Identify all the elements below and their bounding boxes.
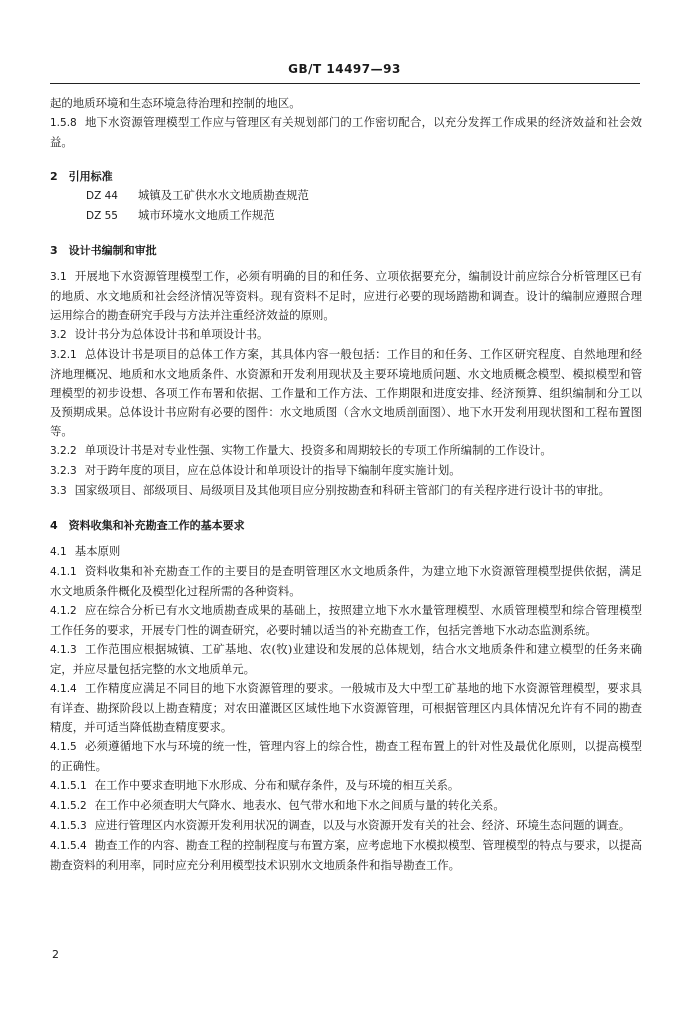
clause-text: 工作精度应满足不同目的地下水资源管理的要求。一般城市及大中型工矿基地的地下水资源管理模型，要求具有详查、勘探阶段以上勘查精度；对农田灌溉区区域性地下水资源管理，可根据管理区内具体情况允许有不同的勘查精度，并可适当降低勘查精度要求。 [50, 681, 642, 734]
clause-text: 对于跨年度的项目，应在总体设计和单项设计的指导下编制年度实施计划。 [84, 463, 461, 477]
clause-3-3 [50, 481, 642, 501]
reference-code: DZ 55 [86, 210, 118, 222]
clause-text: 应在综合分析已有水文地质勘查成果的基础上，按照建立地下水水量管理模型、水质管理模型和综合管理模型工作任务的要求，开展专门性的调查研究，必要时辅以适当的补充勘查工作，包括完善地下水动态监测系统。 [50, 603, 642, 637]
clause-number: 4.1.4 [50, 683, 77, 695]
clause-4-1-3 [50, 640, 642, 679]
clause-3-2-3 [50, 461, 642, 481]
standard-code-header: GB/T 14497—93 [288, 62, 401, 76]
section-4-title: 4 资料收集和补充勘查工作的基本要求 [50, 519, 245, 532]
clause-number: 4.1.2 [50, 605, 77, 617]
clause-text: 设计书分为总体设计书和单项设计书。 [74, 327, 269, 341]
clause-number: 4.1.5 [50, 741, 77, 753]
clause-3-2 [50, 325, 642, 345]
clause-text: 在工作中要求查明地下水形成、分布和赋存条件，及与环境的相互关系。 [94, 778, 460, 792]
paragraph-continuation: 起的地质环境和生态环境急待治理和控制的地区。 [50, 96, 301, 110]
clause-text: 单项设计书是对专业性强、实物工作量大、投资多和周期较长的专项工作所编制的工作设计。 [84, 443, 552, 457]
page-number: 2 [52, 948, 59, 961]
clause-3-1 [50, 267, 642, 325]
clause-text: 勘查工作的内容、勘查工程的控制程度与布置方案，应考虑地下水模拟模型、管理模型的特点与要求，以提高勘查资料的利用率，同时应充分利用模型技术识别水文地质条件和指导勘查工作。 [50, 838, 642, 872]
clause-3-2-2 [50, 441, 642, 461]
clause-4-1-5-3 [50, 816, 642, 836]
header-rule [50, 83, 640, 84]
clause-4-1-5 [50, 737, 642, 776]
clause-4-1 [50, 542, 642, 562]
clause-text: 资料收集和补充勘查工作的主要目的是查明管理区水文地质条件，为建立地下水资源管理模型提供依据，满足水文地质条件概化及模型化过程所需的各种资料。 [50, 564, 642, 598]
clause-4-1-4 [50, 679, 642, 737]
clause-number: 4.1.5.2 [50, 800, 87, 812]
clause-4-1-5-2 [50, 796, 642, 816]
section-2-title: 2 引用标准 [50, 170, 113, 183]
clause-4-1-5-1 [50, 776, 642, 796]
reference-item [50, 186, 642, 206]
clause-text: 基本原则 [74, 544, 121, 558]
clause-text: 必须遵循地下水与环境的统一性，管理内容上的综合性，勘查工程布置上的针对性及最优化原则，以提高模型的正确性。 [50, 739, 642, 773]
clause-4-1-2 [50, 601, 642, 640]
clause-number: 4.1.1 [50, 566, 77, 578]
clause-number: 3.2.1 [50, 349, 77, 361]
clause-number: 4.1 [50, 546, 67, 558]
reference-item [50, 206, 642, 226]
reference-title: 城镇及工矿供水水文地质勘查规范 [138, 188, 309, 202]
reference-code: DZ 44 [86, 190, 118, 202]
clause-number: 4.1.5.1 [50, 780, 87, 792]
body-text [50, 94, 642, 875]
clause-text: 开展地下水资源管理模型工作，必须有明确的目的和任务、立项依据要充分，编制设计前应综合分析管理区已有的地质、水文地质和社会经济情况等资料。现有资料不足时，应进行必要的现场踏勘和调查。设计的编制应遵照合理运用综合的勘查研究手段与方法并注重经济效益的原则。 [50, 269, 642, 322]
clause-text: 总体设计书是项目的总体工作方案，其具体内容一般包括：工作目的和任务、工作区研究程度、自然地理和经济地理概况、地质和水文地质条件、水资源和开发利用现状及主要环境地质问题、水文地质概念模型、模拟模型和管理模型的初步设想、各项工作布署和依据、工作量和工作方法、工作期限和进度安排、经济预算、组织编制和分工以及预期成果。总体设计书应附有必要的图件：水文地质图（含水文地质剖面图）、地下水开发利用现状图和工程布置图等。 [50, 347, 642, 438]
clause-text: 国家级项目、部级项目、局级项目及其他项目应分别按勘查和科研主管部门的有关程序进行设计书的审批。 [74, 483, 611, 497]
clause-number: 4.1.5.4 [50, 840, 87, 852]
clause-number: 1.5.8 [50, 117, 77, 129]
reference-title: 城市环境水文地质工作规范 [138, 208, 275, 222]
clause-4-1-1 [50, 562, 642, 601]
clause-text: 地下水资源管理模型工作应与管理区有关规划部门的工作密切配合，以充分发挥工作成果的经济效益和社会效益。 [50, 115, 642, 149]
clause-number: 3.2 [50, 329, 67, 341]
clause-1-5-8 [50, 113, 642, 152]
clause-number: 4.1.5.3 [50, 820, 87, 832]
clause-3-2-1 [50, 345, 642, 441]
section-3-title: 3 设计书编制和审批 [50, 244, 157, 257]
clause-number: 4.1.3 [50, 644, 77, 656]
clause-number: 3.2.2 [50, 445, 77, 457]
clause-text: 应进行管理区内水资源开发利用状况的调查，以及与水资源开发有关的社会、经济、环境生态问题的调查。 [94, 818, 631, 832]
clause-text: 在工作中必须查明大气降水、地表水、包气带水和地下水之间质与量的转化关系。 [94, 798, 505, 812]
clause-text: 工作范围应根据城镇、工矿基地、农(牧)业建设和发展的总体规划，结合水文地质条件和建立模型的任务来确定，并应尽量包括完整的水文地质单元。 [50, 642, 642, 676]
clause-number: 3.1 [50, 271, 67, 283]
clause-4-1-5-4 [50, 836, 642, 875]
clause-number: 3.3 [50, 485, 67, 497]
clause-number: 3.2.3 [50, 465, 77, 477]
